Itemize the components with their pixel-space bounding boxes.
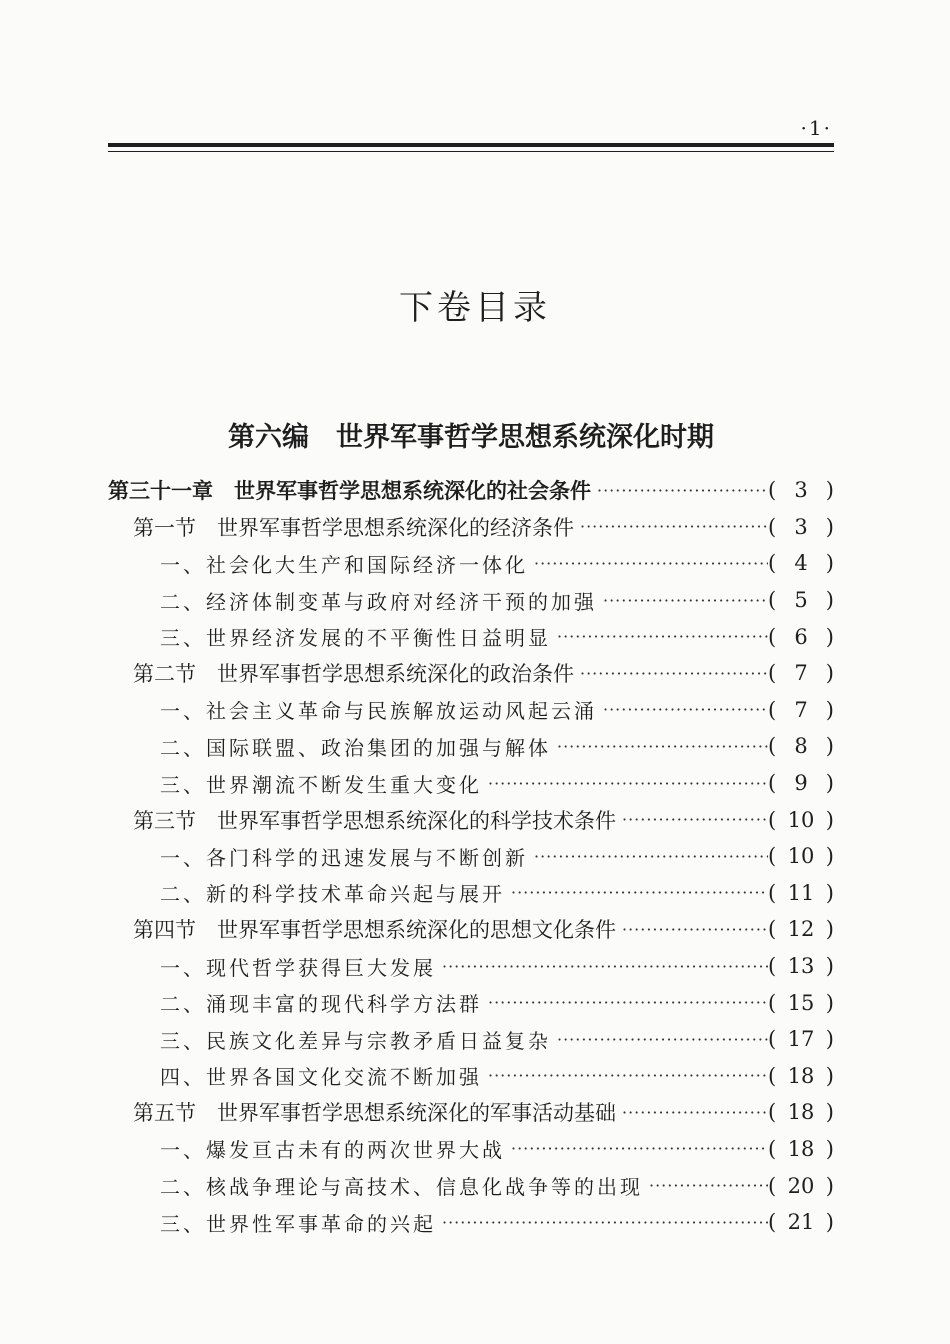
toc-page-number: 21: [787, 1210, 815, 1235]
toc-page-number: 8: [794, 734, 808, 759]
toc-page-ref: ( 18 ): [768, 1063, 834, 1088]
toc-dot-leader: [616, 810, 768, 829]
toc-page-number: 12: [787, 917, 815, 942]
toc-entry-title: 三、世界经济发展的不平衡性日益明显: [160, 626, 551, 651]
toc-dot-leader: [643, 1176, 768, 1195]
toc-dot-leader: [551, 627, 768, 646]
toc-entry-title: 第五节 世界军事哲学思想系统深化的军事活动基础: [133, 1101, 616, 1126]
toc-entry-title: 二、经济体制变革与政府对经济干预的加强: [160, 589, 597, 614]
toc-dot-leader: [528, 847, 768, 866]
toc-subsection-entry[interactable]: [108, 838, 834, 875]
toc-page-ref: ( 11 ): [768, 880, 834, 905]
toc-subsection-entry[interactable]: [108, 1021, 834, 1058]
toc-dot-leader: [551, 737, 768, 756]
toc-page-ref: ( 3 ): [768, 478, 834, 503]
toc-entry-title: 二、涌现丰富的现代科学方法群: [160, 992, 482, 1017]
toc-entry-title: 一、爆发亘古未有的两次世界大战: [160, 1138, 505, 1163]
toc-subsection-entry[interactable]: [108, 1204, 834, 1241]
toc-subsection-entry[interactable]: [108, 618, 834, 655]
toc-dot-leader: [436, 1213, 768, 1232]
toc-subsection-entry[interactable]: [108, 545, 834, 582]
toc-entry-title: 第二节 世界军事哲学思想系统深化的政治条件: [133, 662, 574, 687]
toc-page-number: 13: [787, 954, 815, 979]
toc-page-ref: ( 10 ): [768, 807, 834, 832]
toc-page-number: 10: [787, 844, 815, 869]
toc-page-number: 11: [787, 880, 815, 905]
toc-dot-leader: [574, 517, 768, 536]
toc-page-number: 10: [787, 807, 815, 832]
toc-entry-title: 二、国际联盟、政治集团的加强与解体: [160, 735, 551, 760]
toc-page-number: 3: [794, 478, 808, 503]
toc-page-ref: ( 13 ): [768, 954, 834, 979]
toc-subsection-entry[interactable]: [108, 1167, 834, 1204]
toc-dot-leader: [482, 993, 768, 1012]
toc-subsection-entry[interactable]: [108, 582, 834, 619]
toc-entry-title: 二、新的科学技术革命兴起与展开: [160, 882, 505, 907]
toc-entry-title: 三、世界性军事革命的兴起: [160, 1211, 436, 1236]
toc-subsection-entry[interactable]: [108, 1058, 834, 1095]
toc-dot-leader: [597, 591, 768, 610]
toc-section-entry[interactable]: [108, 911, 834, 948]
toc-dot-leader: [528, 554, 768, 573]
toc-page-number: 17: [787, 1027, 815, 1052]
header-rule-thick: [108, 143, 834, 147]
toc-dot-leader: [597, 700, 768, 719]
toc-entry-title: 一、各门科学的迅速发展与不断创新: [160, 845, 528, 870]
toc-page-number: 5: [794, 588, 808, 613]
toc-dot-leader: [482, 1066, 768, 1085]
toc-page-number: 3: [794, 514, 808, 539]
toc-subsection-entry[interactable]: [108, 875, 834, 912]
toc-page-ref: ( 7 ): [768, 661, 834, 686]
toc-page-ref: ( 9 ): [768, 771, 834, 796]
toc-section-entry[interactable]: [108, 509, 834, 546]
toc-page-number: 9: [794, 771, 808, 796]
toc-entry-title: 一、社会化大生产和国际经济一体化: [160, 552, 528, 577]
toc-page-ref: ( 3 ): [768, 514, 834, 539]
table-of-contents: [108, 472, 834, 1240]
toc-section-entry[interactable]: [108, 1094, 834, 1131]
toc-dot-leader: [591, 481, 768, 500]
toc-entry-title: 三、民族文化差异与宗教矛盾日益复杂: [160, 1028, 551, 1053]
toc-dot-leader: [551, 1030, 768, 1049]
toc-dot-leader: [482, 774, 768, 793]
toc-subsection-entry[interactable]: [108, 948, 834, 985]
toc-entry-title: 第一节 世界军事哲学思想系统深化的经济条件: [133, 515, 574, 540]
toc-page-number: 4: [794, 551, 808, 576]
toc-dot-leader: [574, 664, 768, 683]
toc-page-number: 18: [787, 1063, 815, 1088]
toc-page-number: 6: [794, 624, 808, 649]
toc-page-ref: ( 18 ): [768, 1136, 834, 1161]
toc-page-number: 18: [787, 1100, 815, 1125]
toc-subsection-entry[interactable]: [108, 728, 834, 765]
toc-entry-title: 一、社会主义革命与民族解放运动风起云涌: [160, 699, 597, 724]
toc-entry-title: 四、世界各国文化交流不断加强: [160, 1065, 482, 1090]
toc-page-ref: ( 21 ): [768, 1210, 834, 1235]
toc-entry-title: 三、世界潮流不断发生重大变化: [160, 772, 482, 797]
part-title: 第六编 世界军事哲学思想系统深化时期: [228, 422, 714, 453]
toc-page-ref: ( 20 ): [768, 1173, 834, 1198]
toc-entry-title: 第三十一章 世界军事哲学思想系统深化的社会条件: [108, 478, 591, 504]
toc-page-ref: ( 15 ): [768, 990, 834, 1015]
toc-page-ref: ( 4 ): [768, 551, 834, 576]
toc-entry-title: 二、核战争理论与高技术、信息化战争等的出现: [160, 1175, 643, 1200]
toc-page-ref: ( 8 ): [768, 734, 834, 759]
toc-dot-leader: [505, 1139, 768, 1158]
toc-page-ref: ( 5 ): [768, 588, 834, 613]
toc-page-ref: ( 10 ): [768, 844, 834, 869]
toc-page-number: 7: [794, 661, 808, 686]
toc-subsection-entry[interactable]: [108, 984, 834, 1021]
header-rule-thin: [108, 151, 834, 152]
volume-title: 下卷目录: [399, 288, 551, 328]
toc-page-number: 7: [794, 697, 808, 722]
toc-page-ref: ( 6 ): [768, 624, 834, 649]
toc-page-number: 15: [787, 990, 815, 1015]
toc-page-ref: ( 17 ): [768, 1027, 834, 1052]
toc-page-number: 20: [787, 1173, 815, 1198]
toc-page-ref: ( 18 ): [768, 1100, 834, 1125]
toc-subsection-entry[interactable]: [108, 1131, 834, 1168]
toc-dot-leader: [616, 1103, 768, 1122]
page-number: ·1·: [800, 116, 832, 140]
toc-chapter-entry[interactable]: [108, 472, 834, 509]
toc-entry-title: 第四节 世界军事哲学思想系统深化的思想文化条件: [133, 918, 616, 943]
toc-dot-leader: [436, 957, 768, 976]
toc-dot-leader: [616, 920, 768, 939]
toc-subsection-entry[interactable]: [108, 692, 834, 729]
toc-subsection-entry[interactable]: [108, 765, 834, 802]
toc-entry-title: 一、现代哲学获得巨大发展: [160, 955, 436, 980]
toc-section-entry[interactable]: [108, 655, 834, 692]
toc-entry-title: 第三节 世界军事哲学思想系统深化的科学技术条件: [133, 808, 616, 833]
toc-page-ref: ( 7 ): [768, 697, 834, 722]
toc-dot-leader: [505, 883, 768, 902]
toc-page-number: 18: [787, 1136, 815, 1161]
toc-section-entry[interactable]: [108, 801, 834, 838]
toc-page-ref: ( 12 ): [768, 917, 834, 942]
